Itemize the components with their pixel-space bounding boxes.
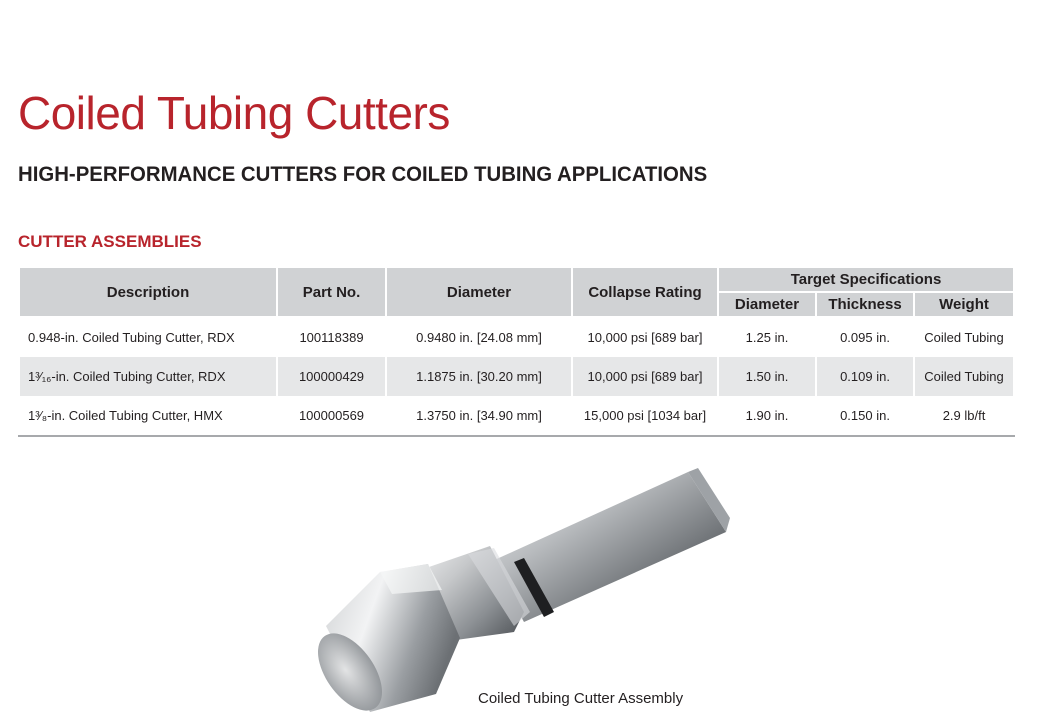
cell-target-diameter: 1.50 in. [718,357,816,396]
cell-description: 0.948-in. Coiled Tubing Cutter, RDX [19,317,277,357]
table-header-row [19,267,1014,292]
section-heading: CUTTER ASSEMBLIES [18,232,202,251]
cell-target-weight: Coiled Tubing [914,357,1014,396]
cell-target-weight: Coiled Tubing [914,317,1014,357]
cell-part-no: 100118389 [277,317,386,357]
cell-part-no: 100000569 [277,396,386,436]
cell-description: 1³⁄₈-in. Coiled Tubing Cutter, HMX [19,396,277,436]
figure-caption: Coiled Tubing Cutter Assembly [478,690,684,707]
header-diameter: Diameter [386,267,572,317]
header-part-no: Part No. [277,267,386,317]
table-row [19,317,1014,357]
cell-target-diameter: 1.25 in. [718,317,816,357]
header-target-thickness: Thickness [816,292,914,317]
header-target-weight: Weight [914,292,1014,317]
header-target-diameter: Diameter [718,292,816,317]
coiled-tubing-cutter-image [318,462,730,720]
cell-diameter: 1.3750 in. [34.90 mm] [386,396,572,436]
page-title: Coiled Tubing Cutters [18,87,450,139]
cell-target-diameter: 1.90 in. [718,396,816,436]
cell-collapse-rating: 15,000 psi [1034 bar] [572,396,718,436]
cell-target-thickness: 0.109 in. [816,357,914,396]
cell-collapse-rating: 10,000 psi [689 bar] [572,317,718,357]
cell-part-no: 100000429 [277,357,386,396]
cell-collapse-rating: 10,000 psi [689 bar] [572,357,718,396]
table-row [19,357,1014,396]
cell-target-weight: 2.9 lb/ft [914,396,1014,436]
cell-target-thickness: 0.150 in. [816,396,914,436]
cell-description: 1³⁄₁₆-in. Coiled Tubing Cutter, RDX [19,357,277,396]
page-subtitle: HIGH-PERFORMANCE CUTTERS FOR COILED TUBING APPLICATIONS [18,163,708,186]
header-collapse-rating: Collapse Rating [572,267,718,317]
cell-diameter: 0.9480 in. [24.08 mm] [386,317,572,357]
table-row [19,396,1014,436]
cutter-assemblies-table [18,266,1015,437]
cell-target-thickness: 0.095 in. [816,317,914,357]
header-description: Description [19,267,277,317]
cell-diameter: 1.1875 in. [30.20 mm] [386,357,572,396]
header-target-specifications: Target Specifications [718,267,1014,292]
